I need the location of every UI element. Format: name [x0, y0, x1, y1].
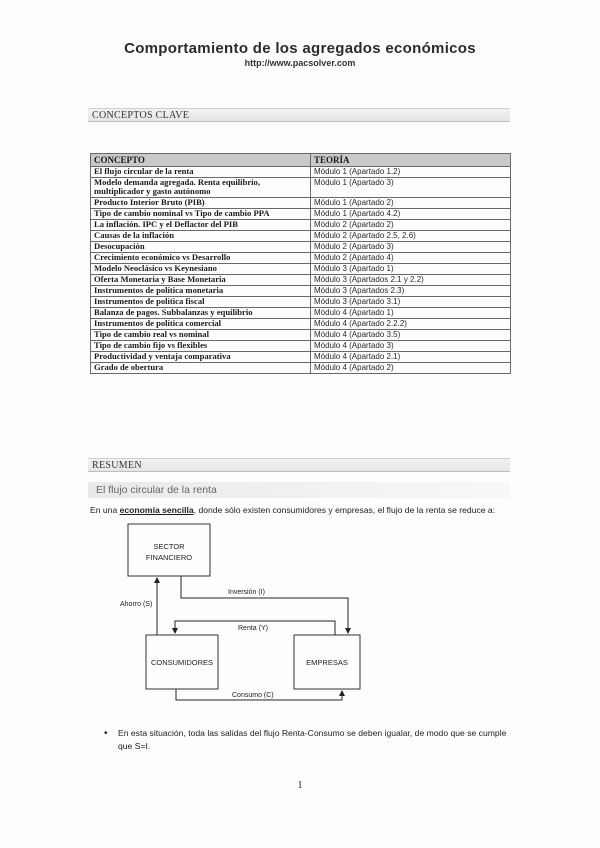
theory-cell: Módulo 1 (Apartado 2): [311, 197, 511, 208]
intro-emphasis: economía sencilla: [119, 505, 194, 515]
theory-cell: Módulo 3 (Apartados 2.1 y 2.2): [311, 274, 511, 285]
bullet-point-icon: •: [104, 728, 108, 739]
theory-cell: Módulo 3 (Apartado 3.1): [311, 296, 511, 307]
theory-cell: Módulo 2 (Apartado 4): [311, 252, 511, 263]
table-header-theory: TEORÍA: [311, 154, 511, 167]
theory-cell: Módulo 2 (Apartado 2): [311, 219, 511, 230]
financial-sector-label-line2: FINANCIERO: [145, 553, 193, 562]
concept-cell: Instrumentos de política monetaria: [91, 285, 311, 296]
theory-cell: Módulo 2 (Apartado 3): [311, 241, 511, 252]
document-url: http://www.pacsolver.com: [244, 58, 356, 68]
concept-cell: La inflación. IPC y el Deflactor del PIB: [91, 219, 311, 230]
page-number: 1: [297, 780, 303, 791]
concept-cell: Tipo de cambio real vs nominal: [91, 329, 311, 340]
theory-cell: Módulo 1 (Apartado 3): [311, 178, 511, 198]
concept-cell: Modelo Neoclásico vs Keynesiano: [91, 263, 311, 274]
financial-sector-label-line1: SECTOR: [153, 542, 185, 551]
investment-label: Inversión (I): [228, 589, 265, 596]
section-key-concepts: CONCEPTOS CLAVE: [88, 108, 510, 122]
concept-cell: Tipo de cambio nominal vs Tipo de cambio PPA: [91, 208, 311, 219]
concept-cell: Causas de la inflación: [91, 230, 311, 241]
theory-cell: Módulo 4 (Apartado 2.1): [311, 351, 511, 362]
concept-cell: Desocupación: [91, 241, 311, 252]
concept-cell: Modelo demanda agregada. Renta equilibrio, multiplicador y gasto autónomo: [91, 178, 311, 198]
concept-cell: Grado de obertura: [91, 362, 311, 373]
theory-cell: Módulo 4 (Apartado 2): [311, 362, 511, 373]
theory-cell: Módulo 1 (Apartado 1.2): [311, 167, 511, 178]
intro-text-after: , donde sólo existen consumidores y empresas, el flujo de la renta se reduce a:: [193, 505, 496, 515]
concept-cell: Instrumentos de política comercial: [91, 318, 311, 329]
income-label: Renta (Y): [238, 625, 268, 632]
concept-cell: Producto Interior Bruto (PIB): [91, 197, 311, 208]
concept-cell: El flujo circular de la renta: [91, 167, 311, 178]
theory-cell: Módulo 4 (Apartado 3): [311, 340, 511, 351]
companies-label: EMPRESAS: [306, 658, 348, 667]
savings-label: Ahorro (S): [120, 601, 153, 608]
consumers-label: CONSUMIDORES: [150, 658, 214, 667]
theory-cell: Módulo 4 (Apartado 1): [311, 307, 511, 318]
theory-cell: Módulo 3 (Apartado 1): [311, 263, 511, 274]
table-header-concept: CONCEPTO: [91, 154, 311, 167]
bullet-text: En esta situación, toda las salidas del flujo Renta-Consumo se deben igualar, de modo que se cumple que S=I.: [118, 728, 507, 751]
theory-cell: Módulo 4 (Apartado 3.5): [311, 329, 511, 340]
concept-cell: Tipo de cambio fijo vs flexibles: [91, 340, 311, 351]
concept-cell: Balanza de pagos. Subbalanzas y equilibrio: [91, 307, 311, 318]
concept-cell: Instrumentos de política fiscal: [91, 296, 311, 307]
bullet-item: [104, 727, 514, 753]
theory-cell: Módulo 2 (Apartado 2.5, 2.6): [311, 230, 511, 241]
concept-cell: Oferta Monetaria y Base Monetaria: [91, 274, 311, 285]
section-circular-flow: El flujo circular de la renta: [88, 482, 510, 498]
intro-text-before: En una: [90, 505, 120, 515]
section-summary: RESUMEN: [88, 458, 510, 472]
theory-cell: Módulo 4 (Apartado 2.2.2): [311, 318, 511, 329]
theory-cell: Módulo 3 (Apartados 2.3): [311, 285, 511, 296]
concept-cell: Crecimiento económico vs Desarrollo: [91, 252, 311, 263]
document-title: Comportamiento de los agregados económicos: [124, 40, 476, 57]
concept-cell: Productividad y ventaja comparativa: [91, 351, 311, 362]
theory-cell: Módulo 1 (Apartado 4.2): [311, 208, 511, 219]
consumption-label: Consumo (C): [232, 692, 274, 699]
